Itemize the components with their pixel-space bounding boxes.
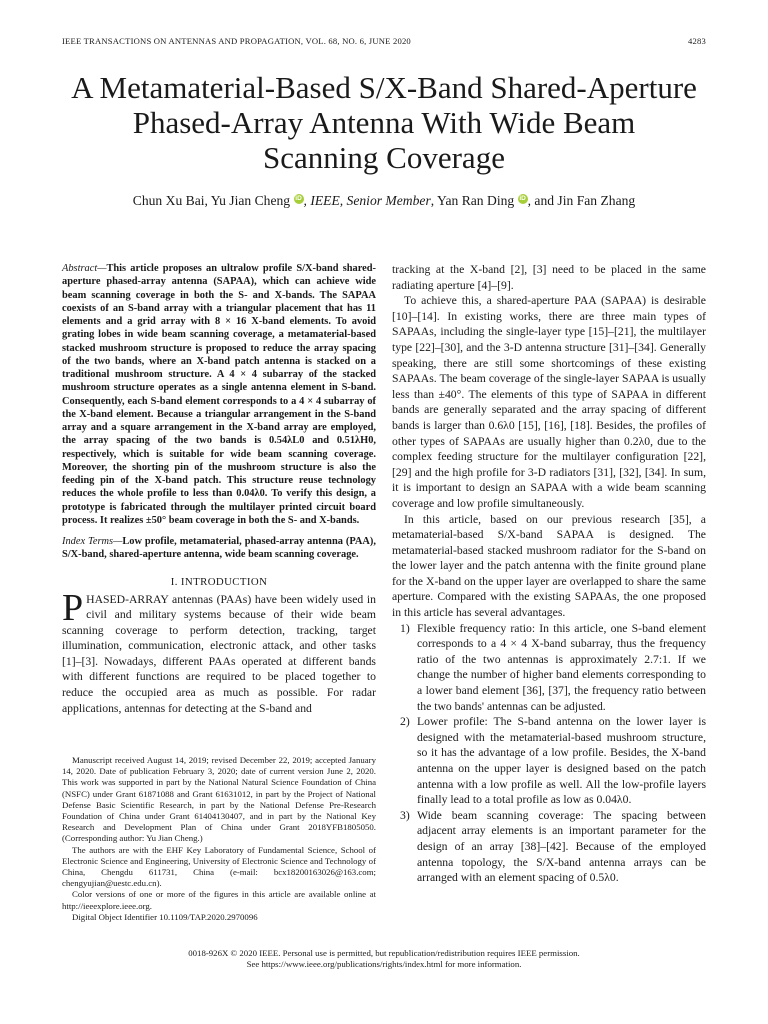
copyright-line: 0018-926X © 2020 IEEE. Personal use is permitted, but republication/redistribution requires IEEE permission. (188, 948, 580, 958)
list-item: 2) Lower profile: The S-band antenna on the lower layer is designed with the metamaterial-based mushroom structure, so it has the advantage of a low profile. Besides, the X-band antenna on the upper layer is designed based on the patch antenna with a low profile as well. All the low-profile layers finally lead to a total profile as low as 0.04λ0. (400, 715, 706, 807)
abstract (62, 262, 376, 527)
running-header (62, 36, 706, 46)
right-column (392, 262, 706, 886)
footnote-manuscript: Manuscript received August 14, 2019; revised December 22, 2019; accepted January 14, 2020. Date of publication February 3, 2020; date of current version June 2, 2020. This work was supported in part by the National Natural Science Foundation of China (NSFC) under Grant 61871088 and Grant 61631012, in part by the Project of National Defense Basic Scientific Research, in part by the National Defense Pre-Research Foundation of China under Grant 61404130407, and in part by the National Key Research and Development Plan of China under Grant 2018YFB1805050. (Corresponding author: Yu Jian Cheng.) (62, 755, 376, 844)
intro-body (62, 586, 376, 717)
index-terms-lead: Index Terms— (62, 536, 123, 547)
author-1: Chun Xu Bai, Yu Jian Cheng (132, 193, 291, 208)
paragraph: To achieve this, a shared-aperture PAA (SAPAA) is desirable [10]–[14]. In existing works, there are three main types of SAPAAs, including the single-layer type [15]–[21], the multilayer type [22]–[30], and the 3-D antenna structure [31]–[34]. Generally speaking, there are still some shortcomings of these existing SAPAAs. The beam coverage of the single-layer SAPAA is usually less than ±40°. The elements of this type of SAPAA in different bands are generally separated and the array spacing of different bands is larger than 0.6λ0 [15], [16], [18]. Besides, the profiles of other types of SAPAAs are usually higher than 0.2λ0, due to the complex feeding structure for the multilayer configuration [22], [29] and the high profile for 3-D radiators [31], [32], [34]. In sum, it is important to design an SAPAA with a wide beam scanning coverage and low profile simultaneously. (392, 294, 706, 510)
section-heading: I. INTRODUCTION (170, 575, 268, 588)
index-terms-text: Low profile, metamaterial, phased-array antenna (PAA), S/X-band, shared-aperture antenna, wide beam scanning coverage. (62, 536, 376, 561)
list-item: 3) Wide beam scanning coverage: The spacing between adjacent array elements is an important parameter for the design of an array [38]–[42]. Because of the employed antenna topology, the S/X-band antenna arrays can be arranged with an element spacing of 0.5λ0. (400, 808, 706, 885)
left-column (62, 262, 376, 716)
footnote-doi: Digital Object Identifier 10.1109/TAP.2020.2970096 (72, 911, 258, 922)
drop-cap: P (62, 586, 84, 629)
orcid-icon[interactable]: iD (519, 195, 526, 202)
journal-citation: IEEE TRANSACTIONS ON ANTENNAS AND PROPAGATION, VOL. 68, NO. 6, JUNE 2020 (62, 36, 411, 46)
copyright-footer (62, 948, 706, 970)
abstract-text: This article proposes an ultralow profile S/X-band shared-aperture phased-array antenna (SAPAA), which can achieve wide beam scanning coverage in both the S- and X-bands. The SAPAA coexists of an S-band array with a triangular placement that has 11 elements and a grid array with 8 × 16 X-band elements. To avoid grating lobes in wide beam scanning coverage, a metamaterial-based stacked mushroom structure is proposed to reduce the array spacing of the two bands, where an X-band patch antenna is stacked on a traditional mushroom structure. A 4 × 4 subarray of the stacked mushroom structure operates as a single antenna element in S-band. Consequently, each S-band element corresponds to a 4 × 4 subarray of the X-band element. Because a triangular arrangement in the S-band array and a square arrangement in the X-band array are employed, the array spacing of the two bands is 0.54λL0 and 0.51λH0, respectively, which is suitable for wide beam scanning coverage. Moreover, the shorting pin of the mushroom structure is also the feeding pin of the X-band patch. This structure reuse technology reduces the whole profile to less than 0.04λ0. To verify this design, a prototype is fabricated through the multilayer printed circuit board process. It realizes ±50° beam coverage in both the S- and X-bands. (62, 263, 376, 526)
page-number: 4283 (688, 36, 706, 46)
footnote-color: Color versions of one or more of the figures in this article are available online at http://ieeexplore.ieee.org. (62, 889, 376, 911)
rights-link[interactable]: See https://www.ieee.org/publications/rights/index.html for more information. (246, 959, 522, 969)
author-2: , Yan Ran Ding (430, 193, 515, 208)
list-item: 1) Flexible frequency ratio: In this article, one S-band element corresponds to a 4 × 4 X-band subarray, thus the frequency ratio of the two antennas is approximately 2.7:1. If we change the number of higher band elements corresponding to a lower band element [36], [37], the frequency ratio between the two bands' antennas can be adjusted. (400, 621, 706, 713)
title-line-2: Phased-Array Antenna With Wide Beam (132, 105, 636, 140)
title-line-3: Scanning Coverage (263, 140, 505, 175)
abstract-lead: Abstract— (62, 263, 107, 274)
author-list (40, 193, 728, 209)
paragraph: In this article, based on our previous research [35], a metamaterial-based S/X-band SAPAA is designed. The metamaterial-based stacked mushroom radiator for the S-band on the lower layer and the patch antenna with the finite ground plane for the X-band on the upper layer are overlapped to share the same aperture. Compared with the existing SAPAAs, the one proposed in this article has several advantages. (392, 512, 706, 620)
index-terms (62, 535, 376, 562)
advantages-list (392, 621, 706, 886)
paper-title (40, 70, 728, 175)
footnote (62, 755, 376, 923)
author-1-role: , IEEE, Senior Member (303, 193, 431, 208)
author-3: , and Jin Fan Zhang (527, 193, 636, 208)
orcid-icon[interactable]: iD (295, 195, 302, 202)
footnote-affiliation: The authors are with the EHF Key Laboratory of Fundamental Science, School of Electronic Science and Engineering, University of Electronic Science and Technology of China, Chengdu 611731, China (e-mail: bcx18200163026@163.com; chengyujian@uestc.edu.cn). (62, 844, 376, 889)
intro-paragraph: HASED-ARRAY antennas (PAAs) have been widely used in civil and military systems because of their wide beam scanning coverage to perform detection, tracking, target illumination, communication, electronic attack, and other tasks [1]–[3]. Nowadays, different PAAs operated at different bands with different functions are required to be placed together to reduce the occupied area as much as possible. For radar applications, antennas for detecting at the S-band and (62, 592, 376, 715)
title-line-1: A Metamaterial-Based S/X-Band Shared-Aperture (71, 70, 697, 105)
paragraph: tracking at the X-band [2], [3] need to be placed in the same radiating aperture [4]–[9]. (392, 263, 706, 292)
